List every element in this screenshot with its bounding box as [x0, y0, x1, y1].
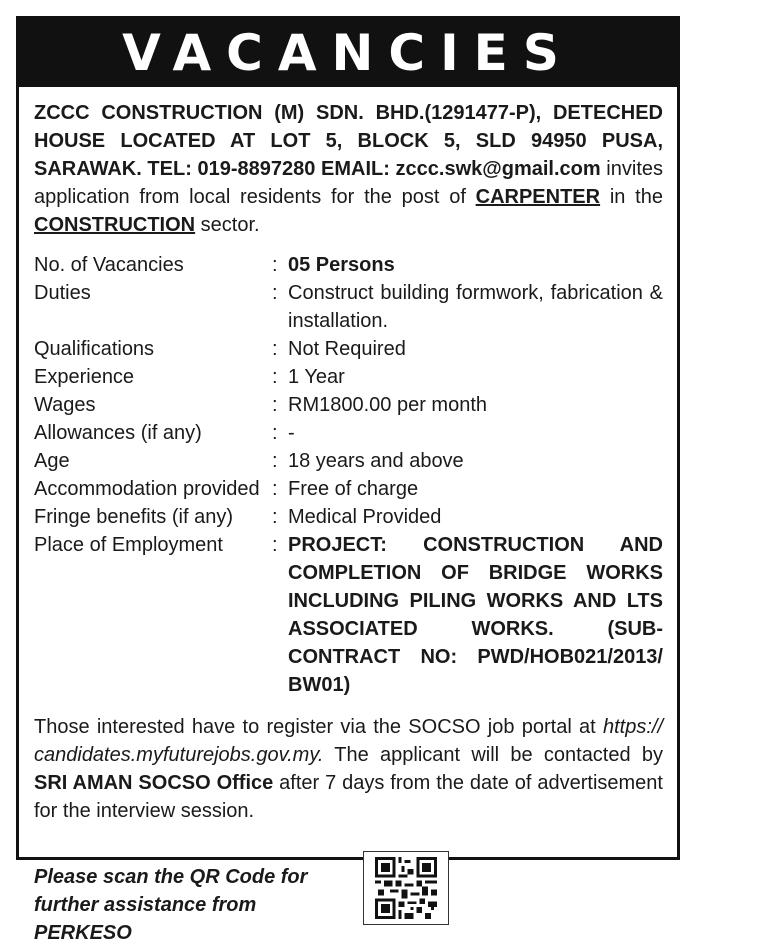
detail-value: - [288, 422, 295, 444]
detail-value: Free of charge [288, 478, 419, 500]
detail-label: Allowances (if any) [34, 422, 202, 444]
detail-value: RM1800.00 per month [288, 394, 488, 416]
detail-value: PROJECT: CONSTRUCTION AND COMPLETION OF BRIDGE WORKS INCLUDING PILING WORKS AND LTS ASSOCIATED WORKS. (SUB-CONTRACT NO: PWD/HOB021/2013/ BW01) [288, 534, 663, 696]
outro-paragraph [34, 713, 663, 825]
detail-label: Qualifications [34, 338, 155, 360]
detail-row-age [34, 447, 663, 475]
detail-colon: : [272, 282, 278, 304]
detail-colon: : [272, 534, 278, 556]
outro-text-3: after 7 days from the date of advertisement for the interview session. [34, 772, 663, 822]
detail-colon: : [272, 394, 278, 416]
detail-label: Fringe benefits (if any) [34, 506, 233, 528]
details-list [34, 251, 663, 699]
detail-value: Construct building formwork, fabrication & installation. [288, 282, 663, 332]
ad-footer [34, 845, 663, 947]
sector-name: CONSTRUCTION [34, 214, 196, 236]
outro-text-2: The applicant will be contacted by [323, 744, 663, 766]
detail-row-duties [34, 279, 663, 335]
detail-label: Place of Employment [34, 534, 223, 556]
outro-text-1: Those interested have to register via the SOCSO job portal at [34, 716, 603, 738]
detail-row-accommodation [34, 475, 663, 503]
ad-content [19, 87, 677, 947]
detail-row-vacancies [34, 251, 663, 279]
detail-label: No. of Vacancies [34, 254, 184, 276]
intro-paragraph [34, 99, 663, 239]
post-name: CARPENTER [475, 186, 601, 208]
detail-row-fringe-benefits [34, 503, 663, 531]
detail-colon: : [272, 338, 278, 360]
office-name: SRI AMAN SOCSO Office [34, 772, 274, 794]
detail-colon: : [272, 422, 278, 444]
detail-label: Wages [34, 394, 96, 416]
detail-colon: : [272, 450, 278, 472]
company-info: ZCCC CONSTRUCTION (M) SDN. BHD.(1291477-P), DETECHED HOUSE LOCATED AT LOT 5, BLOCK 5, SLD 94950 PUSA, SARAWAK. TEL: 019-8897280 EMAIL: zccc.swk@gmail.com [34, 102, 663, 180]
detail-value: 18 years and above [288, 450, 464, 472]
detail-label: Experience [34, 366, 135, 388]
detail-colon: : [272, 478, 278, 500]
portal-link[interactable]: https:// candidates.myfuturejobs.gov.my. [34, 716, 663, 766]
vacancy-advertisement [16, 16, 680, 944]
qr-code-graphic [371, 857, 441, 919]
detail-row-wages [34, 391, 663, 419]
detail-row-qualifications [34, 335, 663, 363]
intro-text-2: in the [600, 186, 663, 208]
detail-label: Duties [34, 282, 91, 304]
detail-colon: : [272, 506, 278, 528]
scan-instruction: Please scan the QR Code for further assistance from PERKESO [34, 866, 308, 944]
detail-value: 1 Year [288, 366, 345, 388]
detail-row-place-of-employment [34, 531, 663, 699]
detail-colon: : [272, 366, 278, 388]
banner-title: VACANCIES [122, 24, 574, 82]
intro-text-1: invites application from local residents for the post of [34, 158, 663, 208]
detail-value: Medical Provided [288, 506, 442, 528]
vacancies-banner [19, 19, 677, 87]
detail-label: Age [34, 450, 70, 472]
detail-label: Accommodation provided [34, 478, 260, 500]
qr-code-icon[interactable] [363, 851, 449, 925]
detail-row-experience [34, 363, 663, 391]
detail-row-allowances [34, 419, 663, 447]
detail-value: Not Required [288, 338, 406, 360]
intro-text-3: sector. [195, 214, 260, 236]
detail-value: 05 Persons [288, 254, 395, 276]
detail-colon: : [272, 254, 278, 276]
